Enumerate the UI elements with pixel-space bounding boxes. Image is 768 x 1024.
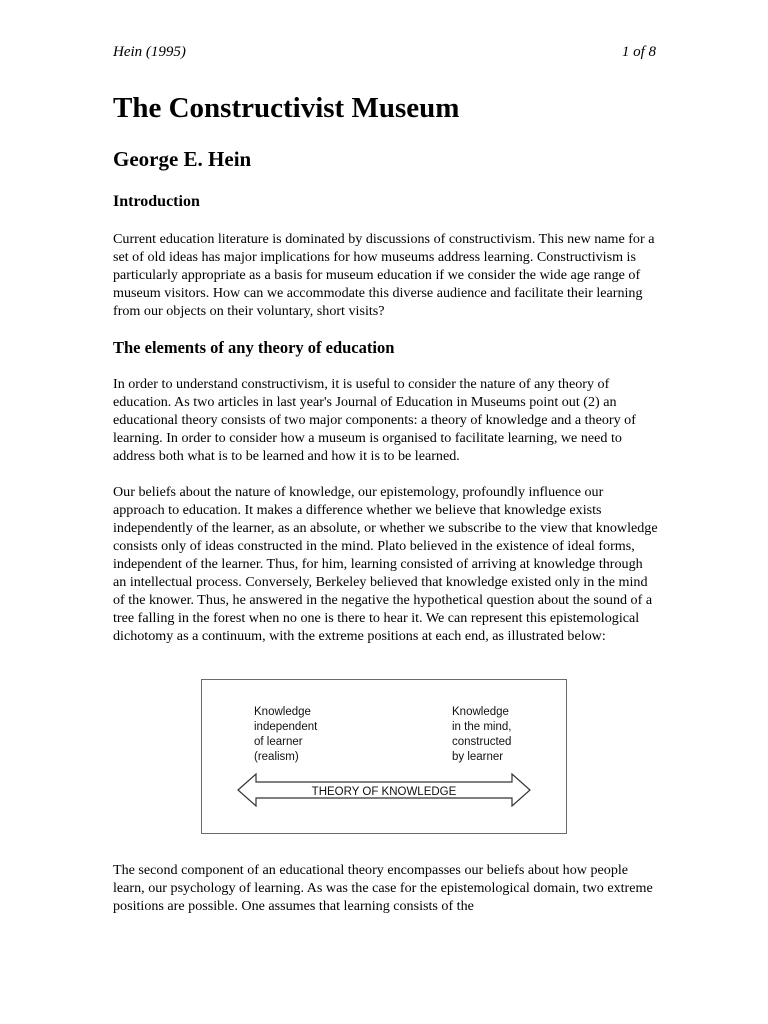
theory-of-knowledge-figure bbox=[201, 679, 567, 834]
paragraph-theory-components: In order to understand constructivism, it is useful to consider the nature of any theory of education. As two articles in last year's Journal of Education in Museums point out (2) an educational theory consists of two major components: a theory of knowledge and a theory of learning. In order to consider how a museum is organised to facilitate learning, we need to address both what is to be learned and how it is to be learned. bbox=[113, 376, 636, 464]
figure-left-line: Knowledge bbox=[254, 706, 311, 718]
document-author: George E. Hein bbox=[113, 147, 252, 171]
figure-right-line: constructed bbox=[452, 736, 512, 748]
heading-elements-of-theory: The elements of any theory of education bbox=[113, 338, 395, 357]
paragraph-psychology-of-learning: The second component of an educational theory encompasses our beliefs about how people learn, our psychology of learning. As was the case for the epistemological domain, two extreme positions are possible. One assumes that learning consists of the bbox=[113, 862, 653, 914]
paragraph-epistemology: Our beliefs about the nature of knowledge, our epistemology, profoundly influence our approach to education. It makes a difference whether we believe that knowledge exists independently of the learner, as an absolute, or whether we subscribe to the view that knowledge consists only of ideas constructed in the mind. Plato believed in the existence of ideal forms, independent of the learner. Thus, for him, learning consisted of arriving at knowledge through an intellectual process. Conversely, Berkeley believed that knowledge existed only in the mind of the knower. Thus, he answered in the negative the hypothetical question about the sound of a tree falling in the forest when no one is there to hear it. We can represent this epistemological dichotomy as a continuum, with the extreme positions at each end, as illustrated below: bbox=[113, 484, 658, 644]
figure-left-line: independent bbox=[254, 721, 318, 733]
figure-left-label bbox=[254, 705, 317, 765]
figure-right-line: in the mind, bbox=[452, 721, 512, 733]
figure-left-line: of learner bbox=[254, 736, 303, 748]
figure-left-line: (realism) bbox=[254, 751, 299, 763]
figure-arrow-label: THEORY OF KNOWLEDGE bbox=[311, 786, 457, 798]
header-citation: Hein (1995) bbox=[113, 44, 186, 60]
figure-right-line: by learner bbox=[452, 751, 504, 763]
paragraph-introduction: Current education literature is dominated by discussions of constructivism. This new name for a set of old ideas has major implications for how museums address learning. Constructivism is particularly appropriate as a basis for museum education if we consider the wide age range of museum visitors. How can we accommodate this diverse audience and facilitate their learning from our objects on their voluntary, short visits? bbox=[113, 231, 655, 319]
heading-introduction: Introduction bbox=[113, 193, 200, 210]
figure-right-line: Knowledge bbox=[452, 706, 509, 718]
header-page-number: 1 of 8 bbox=[621, 44, 656, 60]
figure-right-label bbox=[452, 705, 511, 765]
page-header bbox=[113, 44, 656, 61]
document-title: The Constructivist Museum bbox=[113, 92, 460, 124]
